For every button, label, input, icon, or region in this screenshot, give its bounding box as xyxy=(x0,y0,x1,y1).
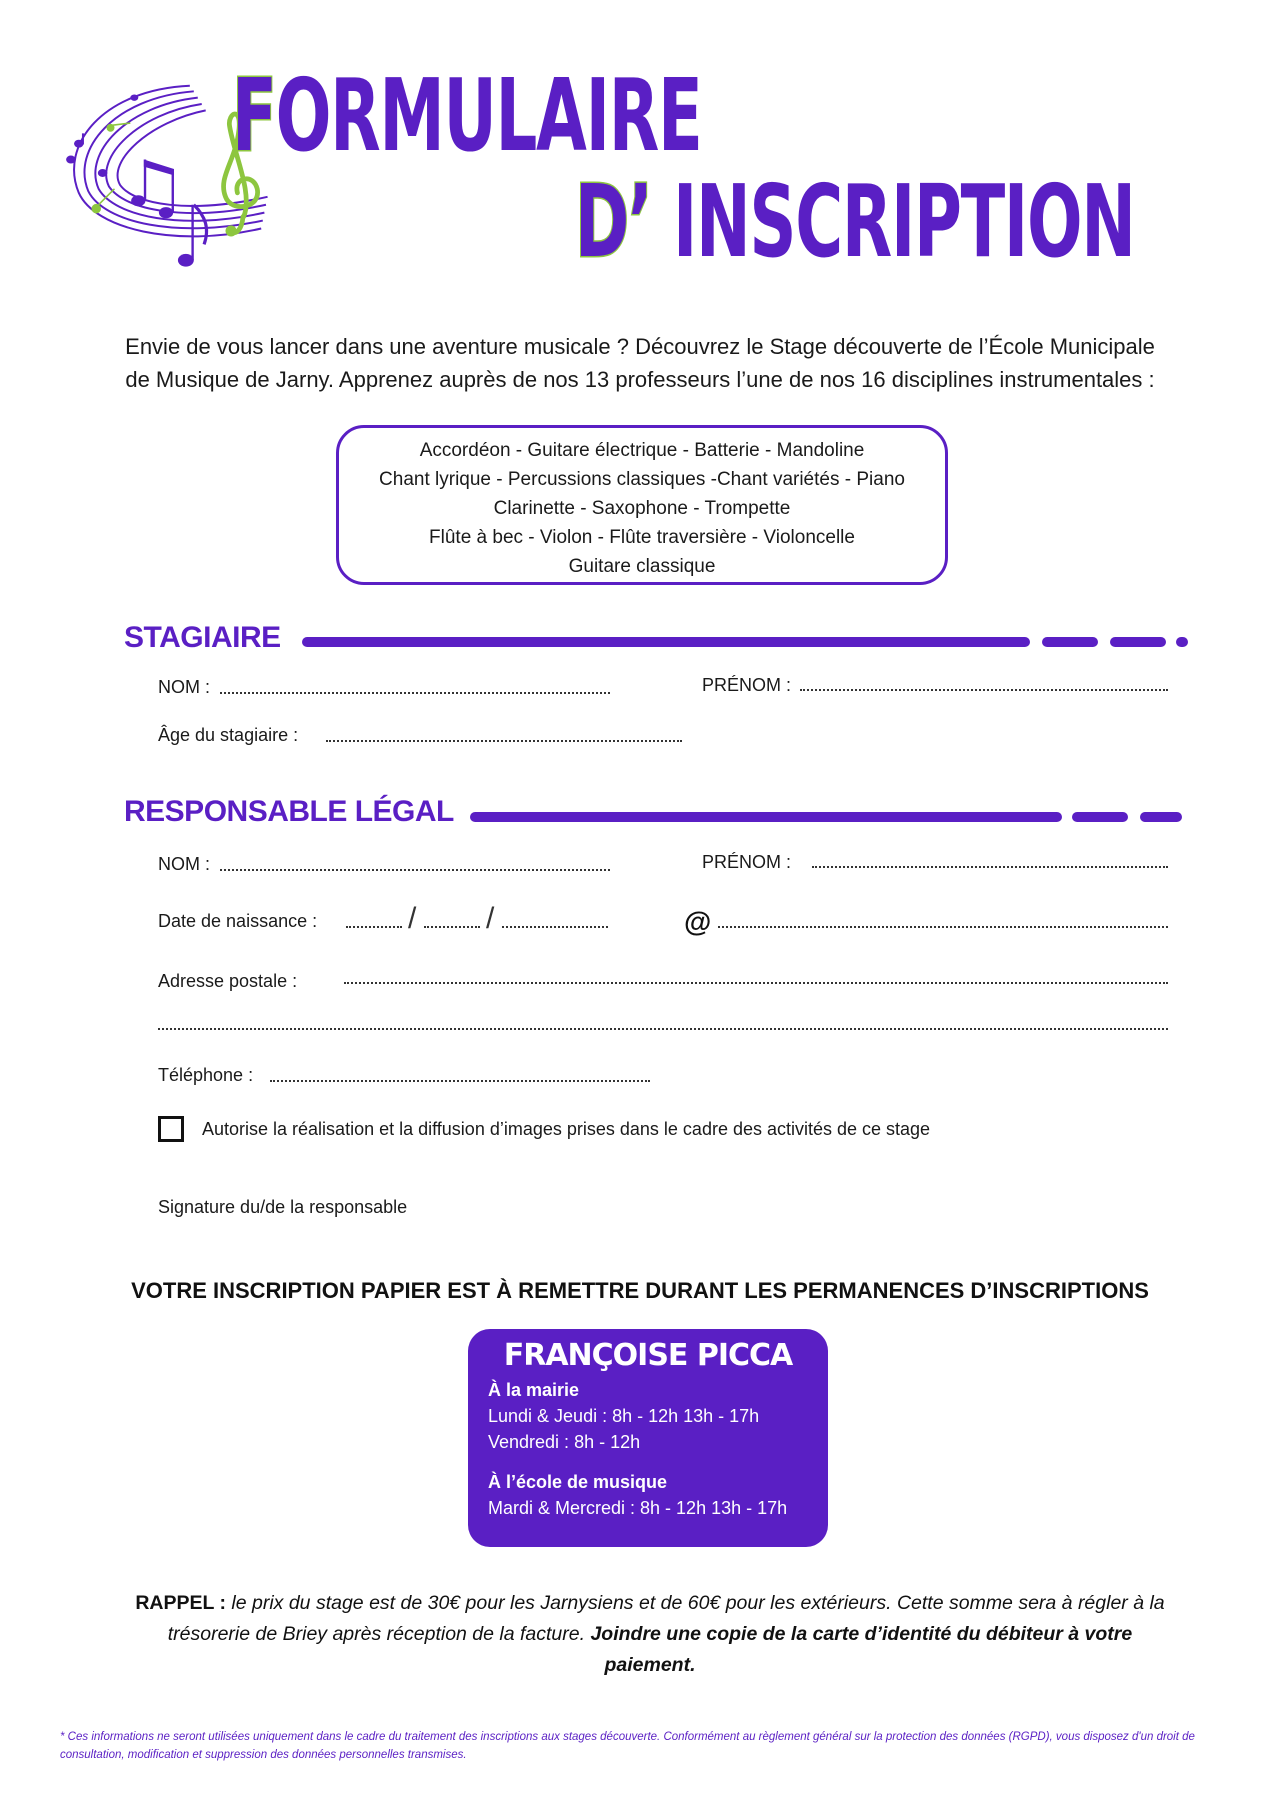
intro-text-line: Envie de vous lancer dans une aventure musicale ? Découvrez le Stage découverte de l’École Municipale xyxy=(125,334,1155,359)
form-title-line1 xyxy=(232,66,702,166)
signature-label: Signature du/de la responsable xyxy=(158,1197,408,1217)
discipline-line: Clarinette - Saxophone - Trompette xyxy=(493,498,791,519)
section-divider xyxy=(1072,812,1128,822)
permanences-title: VOTRE INSCRIPTION PAPIER EST À REMETTRE DURANT LES PERMANENCES D’INSCRIPTIONS xyxy=(131,1278,1149,1303)
section-heading-stagiaire: STAGIAIRE xyxy=(124,621,281,654)
hours-line: Mardi & Mercredi : 8h - 12h 13h - 17h xyxy=(488,1498,788,1518)
discipline-line: Guitare classique xyxy=(568,556,716,577)
rappel-note xyxy=(130,1588,1170,1681)
naissance-year-field[interactable] xyxy=(502,926,608,928)
section-divider xyxy=(1110,637,1166,647)
naissance-day-field[interactable] xyxy=(346,926,402,928)
contact-name: FRANÇOISE PICCA xyxy=(503,1338,793,1373)
title-rest-1: ORMULAIRE xyxy=(275,66,702,166)
intro-text xyxy=(40,330,1240,400)
rappel-emphasis: Joindre une copie de la carte d’identité du débiteur à votre paiement. xyxy=(590,1623,1133,1676)
place-name: À l’école de musique xyxy=(488,1472,668,1492)
section-heading-responsable: RESPONSABLE LÉGAL xyxy=(124,795,454,828)
title-rest-2: INSCRIPTION xyxy=(651,172,1135,272)
image-consent-checkbox[interactable] xyxy=(158,1116,184,1142)
hours-line: Lundi & Jeudi : 8h - 12h 13h - 17h xyxy=(488,1406,760,1426)
intro-text-line: de Musique de Jarny. Apprenez auprès de nos 13 professeurs l’une de nos 16 disciplines instrumentales : xyxy=(125,367,1155,392)
date-separator: / xyxy=(408,902,417,935)
adresse-field-line2[interactable] xyxy=(158,1028,1168,1030)
section-divider xyxy=(302,637,1030,647)
adresse-label: Adresse postale : xyxy=(158,971,298,991)
discipline-line: Accordéon - Guitare électrique - Batterie - Mandoline xyxy=(419,440,865,461)
naissance-month-field[interactable] xyxy=(424,926,480,928)
telephone-field[interactable] xyxy=(270,1080,650,1082)
form-title-line2 xyxy=(575,172,1135,272)
image-consent-label: Autorise la réalisation et la diffusion d’images prises dans le cadre des activités de ce stage xyxy=(202,1119,931,1139)
title-initial-f: F xyxy=(232,66,276,166)
telephone-label: Téléphone : xyxy=(158,1065,254,1085)
stagiaire-age-label: Âge du stagiaire : xyxy=(158,725,299,745)
section-divider xyxy=(1176,637,1188,647)
stagiaire-nom-label: NOM : xyxy=(158,677,210,697)
discipline-line: Flûte à bec - Violon - Flûte traversière - Violoncelle xyxy=(429,527,855,548)
place-name: À la mairie xyxy=(488,1380,580,1400)
email-at-icon: @ xyxy=(684,906,712,937)
responsable-prenom-field[interactable] xyxy=(812,866,1168,868)
disciplines-box xyxy=(336,425,948,585)
naissance-label: Date de naissance : xyxy=(158,911,318,931)
responsable-nom-label: NOM : xyxy=(158,854,210,874)
permanences-box xyxy=(468,1329,828,1547)
rappel-text: le prix du stage est de 30€ pour les Jarnysiens et de 60€ pour les extérieurs. Cette somme sera à régler à la trésorerie de Briey après réception de la facture. xyxy=(167,1592,1165,1645)
stagiaire-prenom-label: PRÉNOM : xyxy=(702,675,792,695)
rgpd-footnote: * Ces informations ne seront utilisées uniquement dans le cadre du traitement des inscriptions aux stages découverte. Conformément au règlement général sur la protection des données (RGPD), vous disposez d'un droit de consultation, modification et suppression des données personnelles transmises. xyxy=(60,1731,1195,1761)
stagiaire-nom-field[interactable] xyxy=(220,692,610,694)
adresse-field-line1[interactable] xyxy=(344,982,1168,984)
rappel-label: RAPPEL : xyxy=(135,1592,226,1614)
email-field[interactable] xyxy=(718,926,1168,928)
hours-line: Vendredi : 8h - 12h xyxy=(488,1432,641,1452)
discipline-line: Chant lyrique - Percussions classiques -Chant variétés - Piano xyxy=(379,469,905,490)
title-initial-d: D’ xyxy=(575,172,652,272)
stagiaire-prenom-field[interactable] xyxy=(800,689,1168,691)
section-divider xyxy=(1042,637,1098,647)
date-separator: / xyxy=(486,902,495,935)
responsable-nom-field[interactable] xyxy=(220,869,610,871)
stagiaire-age-field[interactable] xyxy=(326,740,682,742)
section-divider xyxy=(1140,812,1182,822)
section-divider xyxy=(470,812,1062,822)
responsable-prenom-label: PRÉNOM : xyxy=(702,852,792,872)
